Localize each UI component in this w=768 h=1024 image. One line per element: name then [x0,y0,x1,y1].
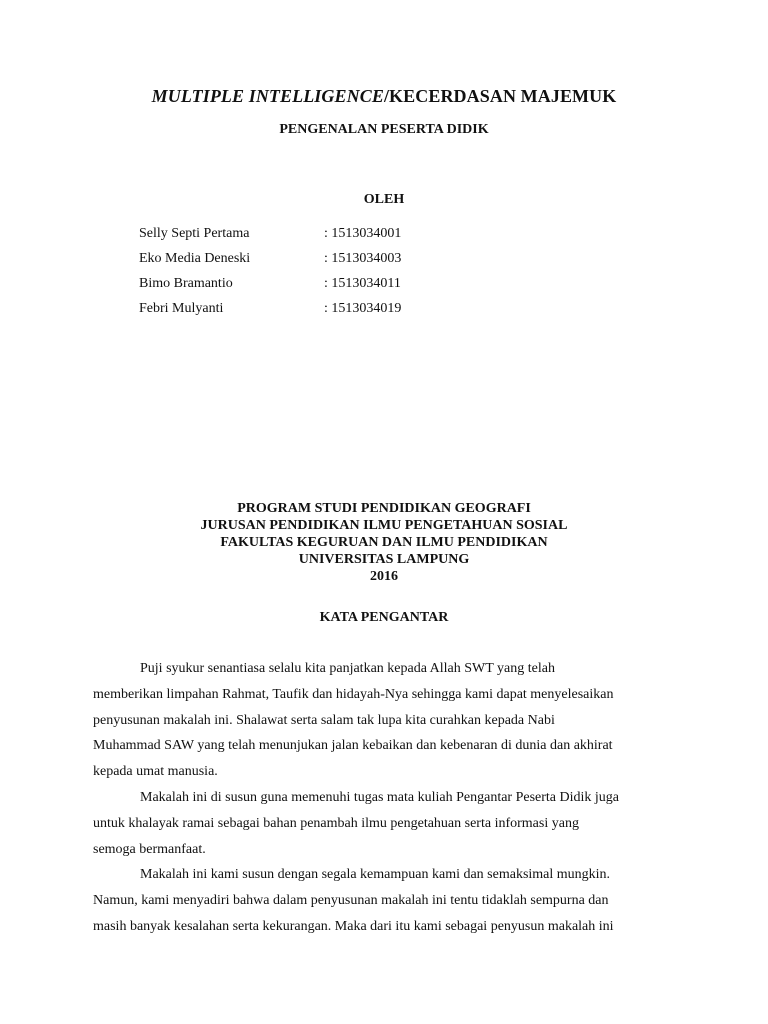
text-line: memberikan limpahan Rahmat, Taufik dan hidayah-Nya sehingga kami dapat menyelesaikan [93,686,614,702]
title-regular: /KECERDASAN MAJEMUK [383,86,617,106]
section-title: KATA PENGANTAR [319,610,449,625]
university-name: UNIVERSITAS LAMPUNG [298,552,470,567]
text-line: penyusunan makalah ini. Shalawat serta salam tak lupa kita curahkan kepada Nabi [93,712,555,728]
text-line: semoga bermanfaat. [93,841,206,857]
document-subtitle: PENGENALAN PESERTA DIDIK [279,122,489,137]
author-id: : 1513034003 [324,251,402,266]
text-line: Makalah ini kami susun dengan segala kemampuan kami dan semaksimal mungkin. [140,867,611,883]
body-text [93,656,687,940]
paragraph [93,656,687,785]
text-line: Puji syukur senantiasa selalu kita panjatkan kepada Allah SWT yang telah [140,661,555,676]
author-id: : 1513034019 [324,301,402,316]
authors-heading: OLEH [363,192,405,207]
document-title [0,86,768,107]
author-row [139,250,401,275]
author-name: Bimo Bramantio [139,276,233,291]
text-line: masih banyak kesalahan serta kekurangan. Maka dari itu kami sebagai penyusun makalah ini [93,918,614,934]
year: 2016 [370,569,398,584]
author-row [139,225,401,250]
author-name: Febri Mulyanti [139,301,224,316]
author-name: Selly Septi Pertama [139,226,250,241]
author-list [139,225,401,325]
author-id: : 1513034001 [324,226,402,241]
institution-block [0,500,768,585]
paragraph [93,785,687,862]
author-row [139,300,401,325]
text-line: kepada umat manusia. [93,764,218,780]
department-name: JURUSAN PENDIDIKAN ILMU PENGETAHUAN SOSIAL [200,518,568,533]
faculty-name: FAKULTAS KEGURUAN DAN ILMU PENDIDIKAN [220,535,548,550]
paragraph [93,862,687,939]
text-line: Makalah ini di susun guna memenuhi tugas mata kuliah Pengantar Peserta Didik juga [140,789,620,805]
text-line: Namun, kami menyadiri bahwa dalam penyusunan makalah ini tentu tidaklah sempurna dan [93,893,609,909]
text-line: untuk khalayak ramai sebagai bahan penambah ilmu pengetahuan serta informasi yang [93,815,579,831]
author-name: Eko Media Deneski [139,251,251,266]
program-name: PROGRAM STUDI PENDIDIKAN GEOGRAFI [237,501,531,516]
title-italic: MULTIPLE INTELLIGENCE [151,86,384,106]
text-line: Muhammad SAW yang telah menunjukan jalan kebaikan dan kebenaran di dunia dan akhirat [93,738,613,754]
author-row [139,275,401,300]
author-id: : 1513034011 [324,276,401,291]
